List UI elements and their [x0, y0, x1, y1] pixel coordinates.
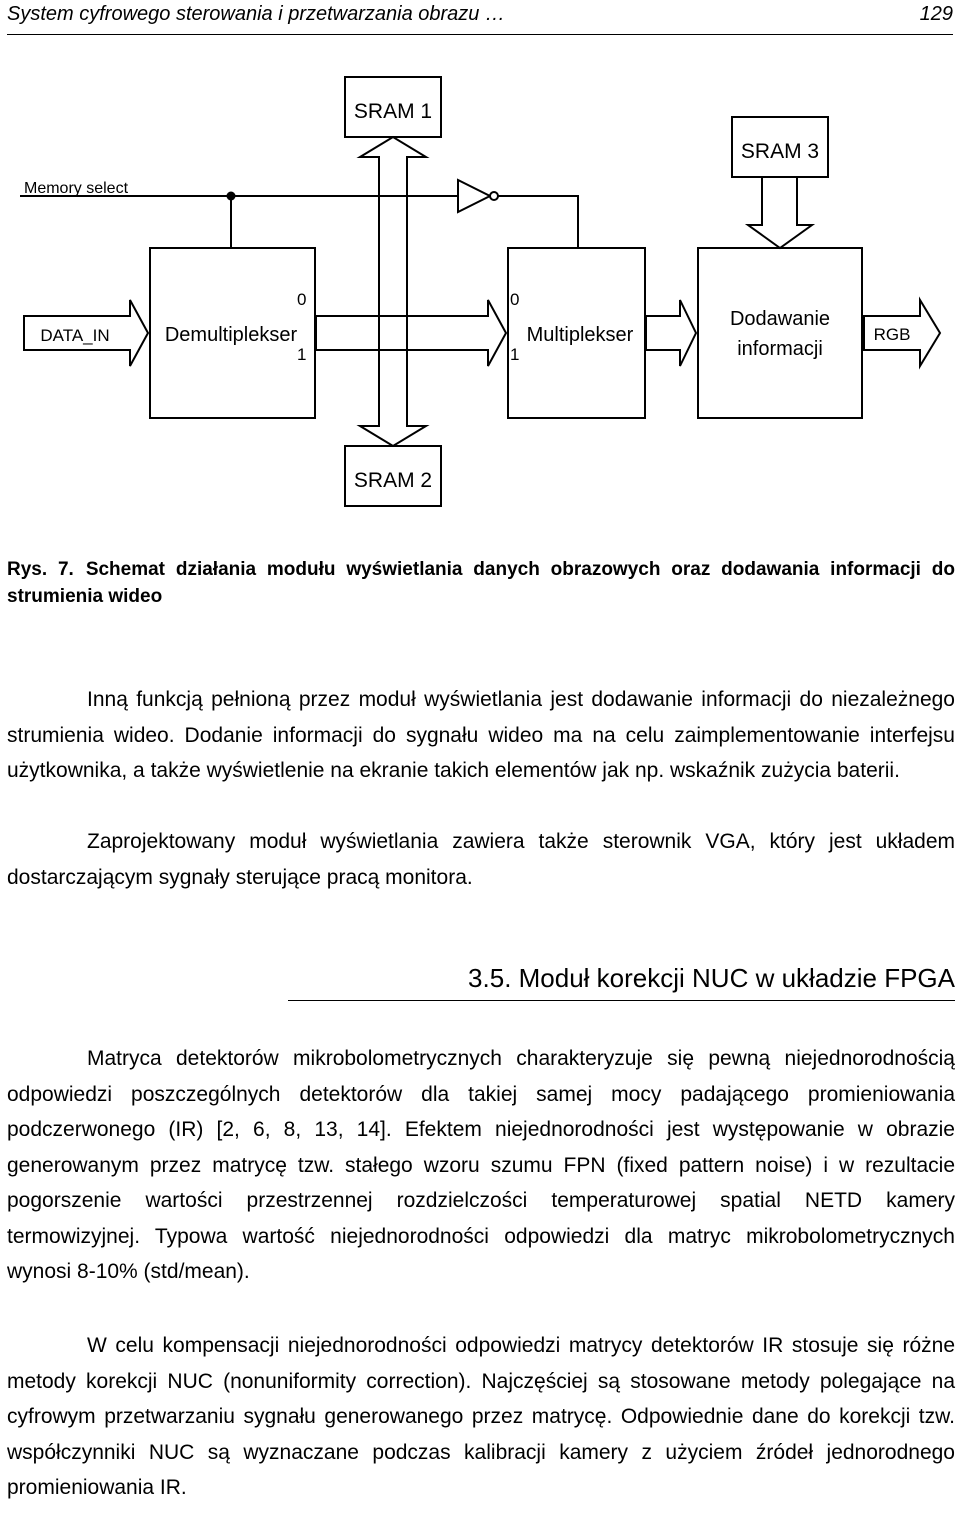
running-header-title: System cyfrowego sterowania i przetwarzania obrazu …	[7, 3, 505, 25]
paragraph-4	[7, 1328, 955, 1506]
paragraph-3	[7, 1041, 955, 1290]
page-number: 129	[919, 3, 953, 25]
block-diagram	[0, 60, 960, 520]
multiplexer-label: Multiplekser	[526, 324, 634, 346]
sram3-label: SRAM 3	[740, 140, 820, 163]
paragraph-3-text: Matryca detektorów mikrobolometrycznych charakteryzuje się pewną niejednorodnością odpowiedzi poszczególnych detektorów dla takiej samej mocy padającego promieniowania podczerwonego (IR) [2, 6, 8, 13, 14]. Efektem niejednorodności jest występowanie w obrazie generowanym przez matrycę tzw. stałego wzoru szumu FPN (fixed pattern noise) i w rezultacie pogorszenie wartości przestrzennej rozdzielczości temperaturowej spatial NETD kamery termowizyjnej. Typowa wartość niejednorodności odpowiedzi dla matryc mikrobolometrycznych wynosi 8-10% (std/mean).	[7, 1047, 955, 1283]
mux-input-0: 0	[510, 290, 520, 309]
adder-label-line1: Dodawanie	[729, 308, 831, 330]
demultiplexer-label: Demultiplekser	[164, 324, 298, 346]
paragraph-2	[7, 824, 955, 895]
figure-caption	[7, 556, 955, 610]
paragraph-1	[7, 682, 955, 789]
inverter-symbol	[458, 180, 490, 212]
running-header	[7, 0, 953, 35]
data-in-label: DATA_IN	[40, 326, 110, 345]
section-heading-text: 3.5. Moduł korekcji NUC w układzie FPGA	[468, 963, 955, 993]
demux-to-mux-arrow	[316, 300, 506, 366]
sram2-label: SRAM 2	[353, 469, 433, 492]
mux-to-adder-arrow	[646, 300, 696, 366]
sram-bus-arrow	[360, 137, 426, 446]
mux-input-1: 1	[510, 345, 520, 364]
paragraph-4-text: W celu kompensacji niejednorodności odpowiedzi matrycy detektorów IR stosuje się różne metody korekcji NUC (nonuniformity correction). Najczęściej są stosowane metody polegające na cyfrowym przetwarzaniu sygnału generowanego przez matrycę. Odpowiednie dane do korekcji tzw. współczynniki NUC są wyznaczane podczas kalibracji kamery z użyciem źródeł jednorodnego promieniowania IR.	[7, 1334, 955, 1499]
sram1-label: SRAM 1	[353, 100, 433, 123]
inverter-bubble	[490, 192, 498, 200]
figure-caption-label: Rys. 7.	[7, 559, 74, 580]
memory-select-line	[20, 196, 578, 248]
figure-caption-text: Schemat działania modułu wyświetlania danych obrazowych oraz dodawania informacji do strumienia wideo	[7, 559, 955, 607]
adder-label-line2: informacji	[737, 338, 823, 360]
memory-select-label: Memory select	[24, 180, 129, 197]
demux-output-1: 1	[297, 345, 307, 364]
section-heading	[288, 960, 955, 1001]
paragraph-1-text: Inną funkcją pełnioną przez moduł wyświetlania jest dodawanie informacji do niezależnego strumienia wideo. Dodanie informacji do sygnału wideo ma na celu zaimplementowanie interfejsu użytkownika, a także wyświetlenie na ekranie takich elementów jak np. wskaźnik zużycia baterii.	[7, 688, 955, 782]
rgb-label: RGB	[873, 325, 911, 344]
paragraph-2-text: Zaprojektowany moduł wyświetlania zawiera także sterownik VGA, który jest układem dostarczającym sygnały sterujące pracą monitora.	[7, 830, 955, 889]
sram3-to-adder-arrow	[748, 177, 812, 248]
adder-block	[698, 248, 862, 418]
demux-output-0: 0	[297, 290, 307, 309]
junction-dot	[227, 192, 236, 201]
